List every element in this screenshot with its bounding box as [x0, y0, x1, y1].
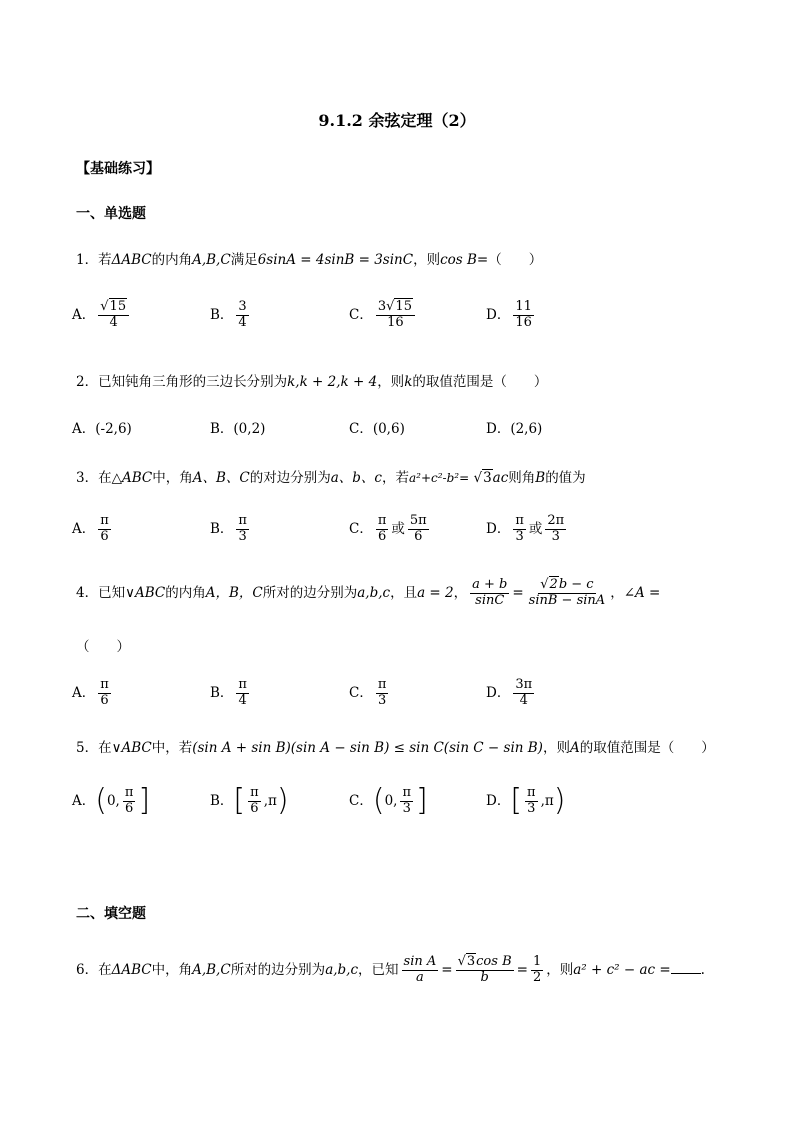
q1-option-c[interactable] — [349, 300, 418, 331]
fraction — [513, 514, 526, 545]
fraction — [123, 786, 136, 817]
fraction — [236, 300, 248, 331]
fraction: $\frac{3√15}{16}$ — [376, 300, 415, 331]
denominator: sinC — [475, 592, 505, 608]
equals: = — [512, 584, 524, 601]
q4-angles: A，B，C — [205, 584, 263, 601]
option-label: B． — [210, 684, 234, 701]
q3-ac: ac — [492, 470, 509, 486]
q4-option-c[interactable] — [349, 678, 391, 709]
q1-condition: 6sinA = 4sinB = 3sinC — [257, 252, 414, 268]
question-1 — [76, 248, 542, 268]
numerator: π — [238, 513, 247, 528]
interval-high: ,π — [263, 793, 277, 810]
q2-text: 的取值范围是（ ） — [412, 374, 548, 390]
numerator: 3 — [238, 299, 247, 314]
section-single-choice: 一、单选题 — [76, 206, 146, 222]
fraction: $\frac{\text{√3cos B}}{b}$ — [457, 954, 512, 985]
q6-text: ，则 — [546, 961, 574, 978]
q3-option-c[interactable] — [349, 514, 432, 545]
left-bracket: [ — [233, 783, 246, 819]
q3-sqrt: 3 — [483, 470, 492, 486]
option-label: D． — [486, 792, 511, 809]
numerator: 2π — [547, 513, 565, 528]
option-label: C． — [349, 684, 373, 701]
denominator: 6 — [100, 528, 109, 544]
q3-b: B — [535, 470, 546, 486]
q4-text: 的内角 — [165, 584, 206, 601]
q2-option-a[interactable]: A．(-2,6) — [72, 421, 132, 437]
q4-text: ，且 — [390, 584, 418, 601]
q4-comma: ， — [453, 584, 468, 601]
question-4 — [76, 578, 660, 609]
or-text: 或 — [528, 520, 543, 537]
q3-text: 的值为 — [545, 470, 586, 486]
numerator: 5π — [409, 513, 427, 528]
option-label: A． — [72, 792, 96, 809]
numerator: π — [527, 785, 536, 800]
denominator: 4 — [109, 314, 118, 330]
q3-option-a[interactable] — [72, 514, 114, 545]
q4-text: 所对的边分别为 — [262, 584, 358, 601]
fraction — [513, 678, 534, 709]
denominator: 16 — [515, 314, 532, 330]
q6-angles: A,B,C — [192, 961, 231, 978]
fraction — [402, 955, 439, 986]
denominator: 6 — [414, 528, 423, 544]
left-bracket: ( — [372, 783, 385, 819]
q2-text: ，则 — [377, 374, 405, 390]
numerator: π — [100, 677, 109, 692]
denominator: 4 — [519, 692, 528, 708]
question-2 — [76, 370, 547, 390]
q3-sides: a、b、c — [330, 470, 382, 486]
numerator: π — [250, 785, 259, 800]
fraction — [513, 300, 534, 331]
denominator: 3 — [551, 528, 560, 544]
option-label: B． — [210, 306, 234, 323]
q3-option-b[interactable] — [210, 514, 252, 545]
interval-low: 0, — [106, 793, 120, 810]
or-text: 或 — [391, 520, 405, 537]
denominator: 3 — [527, 800, 536, 816]
option-label: C． — [349, 792, 373, 809]
q4-text: 4．已知 — [76, 584, 126, 601]
q4-triangle: ∨ABC — [125, 584, 166, 601]
numerator: π — [377, 677, 387, 692]
fraction — [545, 514, 566, 545]
denominator: 3 — [402, 800, 411, 816]
q1-angles: A,B,C — [192, 252, 231, 268]
q5-text: ，则 — [542, 740, 570, 756]
denominator: 4 — [238, 692, 247, 708]
denominator: 3 — [515, 528, 524, 544]
denominator: 6 — [124, 800, 134, 816]
denominator: b — [480, 969, 489, 985]
numerator: 15 — [395, 299, 412, 314]
denominator: 6 — [100, 692, 109, 708]
equals: = — [516, 961, 528, 978]
q1-option-a[interactable] — [72, 300, 132, 331]
fraction — [470, 578, 509, 609]
q6-text: 所对的边分别为 — [230, 961, 326, 978]
q1-triangle: ΔABC — [111, 252, 152, 268]
denominator: 16 — [387, 314, 404, 330]
right-bracket: ) — [276, 783, 289, 819]
fraction: $\frac{√15}{4}$ — [98, 300, 129, 331]
q3-text: ，若 — [382, 470, 409, 486]
q4-sides: a,b,c — [357, 584, 391, 601]
q5-a: A — [569, 740, 580, 756]
option-label: D． — [486, 306, 511, 323]
fraction — [248, 786, 261, 817]
option-label: C． — [349, 306, 373, 323]
numerator: cos B — [476, 954, 512, 969]
q4-option-b[interactable] — [210, 678, 252, 709]
section-fill-blank: 二、填空题 — [76, 906, 146, 922]
q6-triangle: ΔABC — [111, 961, 152, 978]
right-bracket: ] — [416, 783, 428, 819]
basic-practice-header: 【基础练习】 — [76, 161, 160, 177]
denominator: 4 — [238, 314, 247, 330]
interval — [510, 783, 566, 819]
fraction — [531, 955, 543, 986]
left-bracket: [ — [510, 783, 523, 819]
sqrt-value: 3 — [466, 954, 476, 969]
interval — [372, 783, 428, 819]
q4-option-a[interactable] — [72, 678, 114, 709]
option-label: D． — [486, 684, 511, 701]
interval — [95, 783, 151, 819]
q5-text: 中，若 — [151, 740, 193, 756]
numerator: π — [515, 513, 524, 528]
fraction — [376, 514, 389, 545]
q5-text: 的取值范围是（ ） — [579, 740, 715, 756]
numerator: π — [377, 513, 387, 528]
q3-text: 中，角 — [152, 470, 193, 486]
option-label: A． — [72, 520, 96, 537]
numerator: b − c — [558, 577, 594, 592]
numerator: 11 — [515, 299, 532, 314]
option-label: D． — [486, 520, 511, 537]
q1-option-b[interactable] — [210, 300, 252, 331]
fraction — [236, 678, 249, 709]
fraction: $\frac{√2b - c}{\sin B - \sin A}$ — [528, 577, 606, 608]
fraction — [98, 514, 111, 545]
q2-option-b[interactable]: B．(0,2) — [210, 421, 266, 437]
q2-option-d[interactable]: D．(2,6) — [486, 421, 543, 437]
q5-option-a[interactable] — [72, 783, 151, 819]
q6-text: 6．在 — [76, 961, 112, 978]
q4-a-value: a = 2 — [417, 584, 454, 601]
option-label: B． — [210, 792, 234, 809]
q3-equation: a²+c²-b²= — [409, 471, 470, 485]
numerator: π — [238, 677, 247, 692]
q4-paren: （ ） — [76, 639, 130, 655]
option-label: C． — [349, 520, 373, 537]
fraction — [98, 678, 111, 709]
left-bracket: ( — [95, 783, 107, 819]
q5-option-b[interactable] — [210, 783, 289, 819]
q1-text: 满足 — [230, 252, 258, 268]
option-label: A． — [72, 306, 96, 323]
fraction — [376, 678, 389, 709]
denominator: 6 — [377, 528, 387, 544]
denominator: a — [416, 969, 424, 985]
q3-triangle: △ABC — [111, 470, 153, 486]
equals: = — [441, 961, 453, 978]
q1-text: 的内角 — [151, 252, 193, 268]
right-bracket: ) — [553, 783, 566, 819]
page-title: 9.1.2 余弦定理（2） — [318, 111, 476, 130]
q1-end: =（ ） — [476, 252, 543, 268]
q3-text: 3．在 — [76, 470, 112, 486]
interval-high: ,π — [540, 793, 554, 810]
sqrt-value: 2 — [549, 577, 558, 592]
q5-option-d[interactable] — [486, 783, 566, 819]
numerator: π — [402, 785, 411, 800]
q1-cosb: cos B — [440, 252, 477, 268]
q6-end: . — [700, 961, 705, 978]
numerator: π — [100, 513, 109, 528]
denominator: 3 — [238, 528, 247, 544]
denominator: 6 — [250, 800, 259, 816]
q4-option-d[interactable] — [486, 678, 537, 709]
q2-sides: k,k + 2,k + 4 — [287, 374, 378, 390]
numerator: a + b — [472, 577, 508, 592]
numerator: 15 — [109, 299, 127, 314]
q3-text: 的对边分别为 — [249, 470, 331, 486]
denominator: sinB − sinA — [528, 592, 606, 608]
question-5 — [76, 736, 715, 756]
q5-triangle: ∨ABC — [111, 740, 152, 756]
q6-text: ，已知 — [358, 961, 399, 978]
q5-option-c[interactable] — [349, 783, 428, 819]
q1-text: ，则 — [413, 252, 441, 268]
q5-text: 5．在 — [76, 740, 112, 756]
q3-text: 则角 — [508, 470, 536, 486]
q6-text: 中，角 — [151, 961, 193, 978]
q2-option-c[interactable]: C．(0,6) — [349, 421, 405, 437]
option-label: A． — [72, 684, 96, 701]
fraction — [408, 514, 429, 545]
q6-expression: a² + c² − ac = — [573, 961, 671, 978]
numerator: 3π — [515, 677, 533, 692]
question-3: 3．在△ABC中，角A、B、C的对边分别为a、b、c，若a²+c²-b²= √3ac则角B的值为 — [76, 470, 586, 486]
option-label: B． — [210, 520, 234, 537]
fraction — [400, 786, 413, 817]
denominator: 2 — [532, 969, 542, 985]
denominator: 3 — [377, 692, 387, 708]
numerator: π — [124, 785, 134, 800]
fraction — [236, 514, 249, 545]
q3-option-d[interactable] — [486, 514, 569, 545]
q4-text: ， — [610, 584, 624, 601]
q6-sides: a,b,c — [325, 961, 359, 978]
q1-prefix: 1．若 — [76, 252, 112, 268]
interval — [233, 783, 289, 819]
interval-low: 0, — [384, 793, 398, 810]
q5-inequality: (sin A + sin B)(sin A − sin B) ≤ sin C(sin C − sin B) — [192, 740, 543, 756]
numerator: 1 — [532, 954, 542, 969]
q2-text: 2．已知钝角三角形的三边长分别为 — [76, 374, 288, 390]
question-6 — [76, 955, 705, 986]
q1-option-d[interactable] — [486, 300, 537, 331]
fraction — [525, 786, 538, 817]
numerator: sin A — [403, 954, 437, 969]
q2-k: k — [404, 374, 413, 390]
answer-blank[interactable] — [671, 961, 701, 974]
q3-angles: A、B、C — [192, 470, 250, 486]
right-bracket: ] — [138, 783, 151, 819]
coefficient: 3 — [377, 299, 387, 314]
q4-angle-a: ∠A = — [623, 584, 661, 601]
